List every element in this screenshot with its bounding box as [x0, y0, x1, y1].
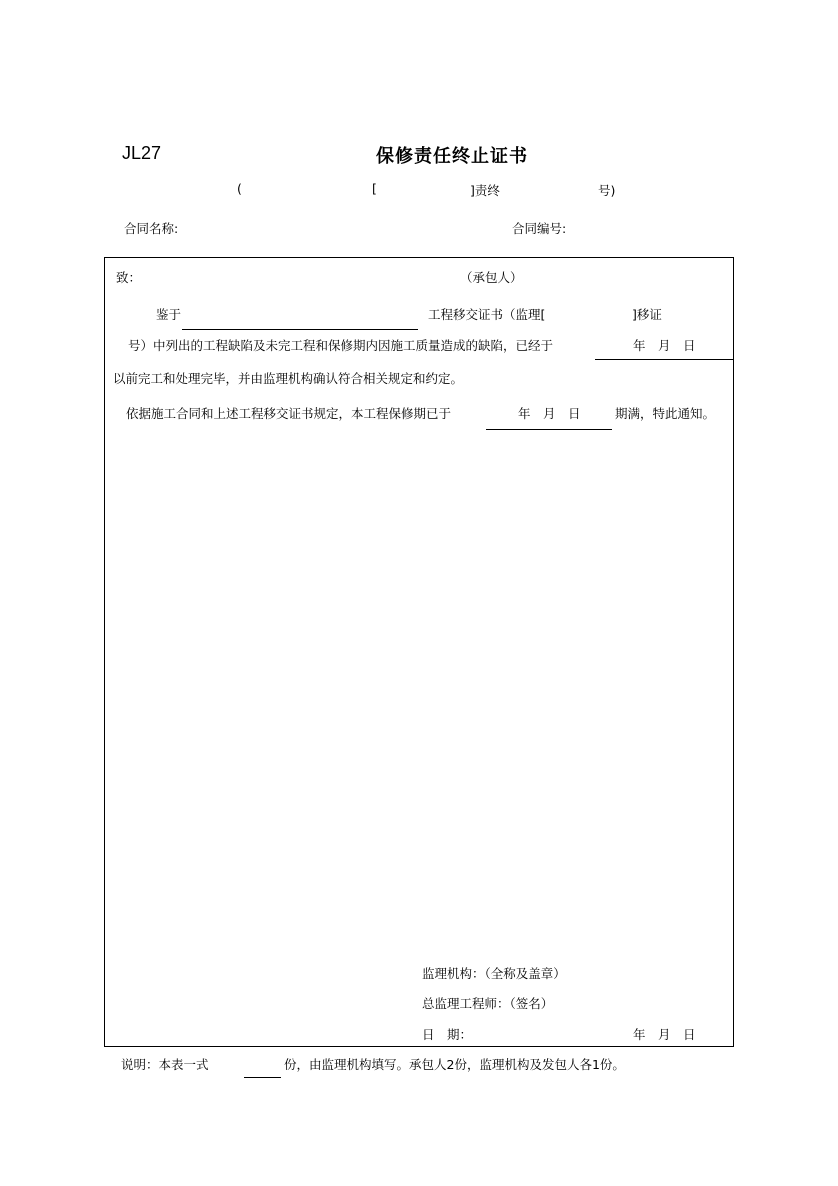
agency-label: 监理机构：（全称及盖章） — [422, 966, 566, 981]
line3-text: 以前完工和处理完毕，并由监理机构确认符合相关规定和约定。 — [113, 371, 464, 386]
date-label: 日 期： — [422, 1027, 473, 1042]
subtitle-responsibility: ]责终 — [470, 183, 500, 198]
contract-number-label: 合同编号: — [512, 221, 567, 236]
contractor-label: （承包人） — [460, 270, 523, 285]
note-prefix: 说明：本表一式 — [121, 1057, 209, 1072]
chief-engineer-label: 总监理工程师：（签名） — [422, 996, 554, 1011]
page-title: 保修责任终止证书 — [376, 146, 528, 167]
line4-prefix: 依据施工合同和上述工程移交证书规定，本工程保修期已于 — [126, 406, 452, 421]
subtitle-number: 号) — [598, 183, 616, 198]
line1-prefix: 鉴于 — [156, 307, 182, 322]
line2-date: 年 月 日 — [633, 338, 696, 353]
contract-name-label: 合同名称: — [124, 221, 179, 236]
line1-mid: 工程移交证书（监理[ — [428, 307, 546, 322]
project-name-blank — [182, 329, 418, 330]
copies-blank — [244, 1077, 281, 1078]
completion-date-blank — [595, 359, 734, 360]
subtitle-bracket: [ — [372, 181, 377, 196]
line2-text: 号）中列出的工程缺陷及未完工程和保修期内因施工质量造成的缺陷，已经于 — [128, 338, 554, 353]
date-value: 年 月 日 — [633, 1027, 696, 1042]
subtitle-open-paren: ( — [237, 181, 242, 196]
form-code: JL27 — [122, 143, 162, 163]
to-label: 致： — [116, 270, 142, 285]
line4-suffix: 期满，特此通知。 — [615, 406, 716, 421]
expiry-date-blank — [486, 429, 612, 430]
note-suffix: 份，由监理机构填写。承包人2份，监理机构及发包人各1份。 — [284, 1057, 625, 1072]
line1-suffix: ]移证 — [632, 307, 662, 322]
line4-date: 年 月 日 — [518, 406, 581, 421]
